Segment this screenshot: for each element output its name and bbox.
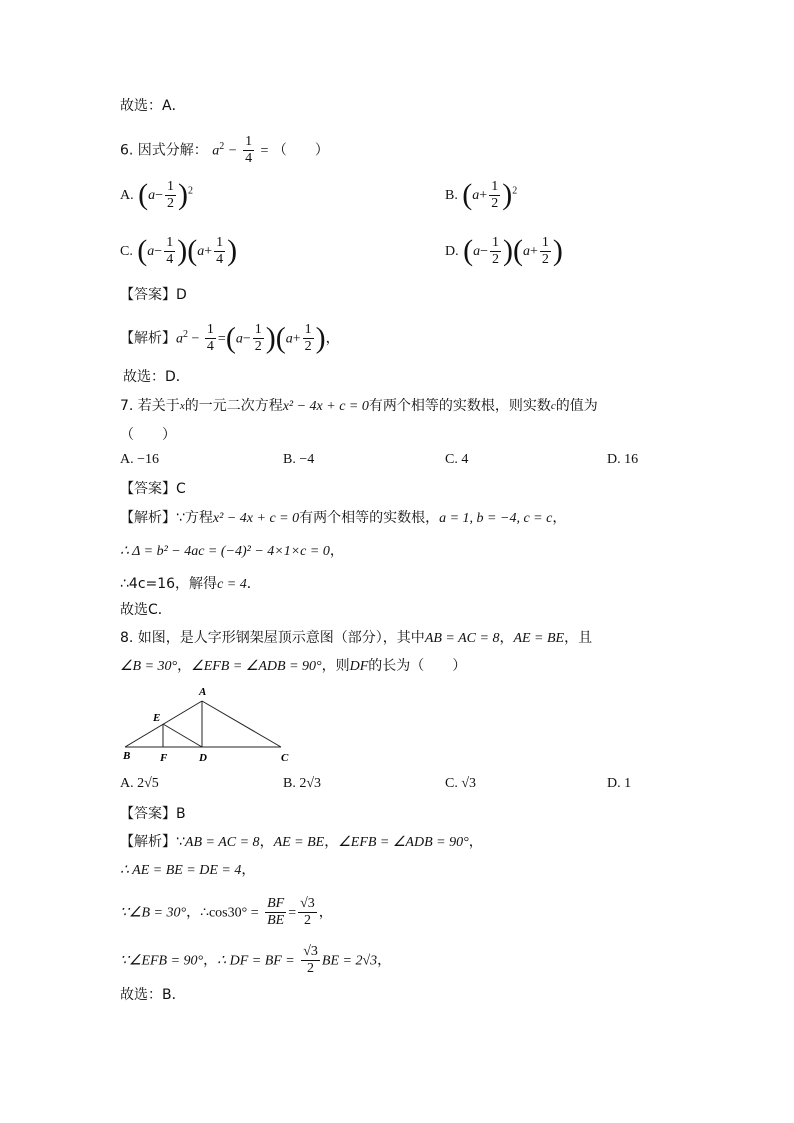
- q7-answer: 【答案】C: [120, 481, 186, 497]
- question-6: 6. 因式分解： $a^2$ − $\frac{1}{4}$ = （ ）: [120, 134, 329, 166]
- label-c: C: [281, 752, 289, 764]
- q8-analysis-1: 【解析】∵AB = AC = 8，AE = BE，∠EFB = ∠ADB = 90°，: [120, 834, 483, 850]
- q7-option-d: D. 16: [607, 452, 639, 467]
- q7-option-b: B. −4: [283, 452, 315, 467]
- q8-analysis-2: ∴ AE = BE = DE = 4，: [120, 862, 256, 878]
- q8-option-b: B. 2√3: [283, 776, 322, 791]
- q6-option-d: D. (a− $\frac{1}{2}$ )(a+ $\frac{1}{2}$ ): [445, 234, 563, 267]
- q8-option-d: D. 1: [607, 776, 632, 791]
- q6-option-a: A. (a− $\frac{1}{2}$ )$^2$: [120, 178, 193, 211]
- choose-a-text: 故选：A．: [120, 98, 186, 114]
- q8-analysis-3: ∵∠B = 30°，∴cos30° = $\frac{BF}{BE}$ = $\frac{√3}{2}$ ，: [120, 896, 333, 928]
- label-f: F: [160, 752, 168, 764]
- answer-choice-line: [120, 96, 186, 116]
- q7-analysis-3: ∴4c=16，解得c = 4．: [120, 576, 261, 592]
- roof-truss-figure: [115, 683, 295, 765]
- q6-option-b: B. (a+ $\frac{1}{2}$ )$^2$: [445, 178, 518, 211]
- choose-b: 故选：B．: [120, 987, 186, 1003]
- label-d: D: [199, 752, 207, 764]
- question-8-line1: 8. 如图，是人字形钢架屋顶示意图（部分），其中AB = AC = 8，AE = BE，且: [120, 630, 593, 646]
- q7-option-a: A. −16: [120, 452, 160, 467]
- q7-paren: （ ）: [120, 427, 176, 443]
- label-a: A: [199, 686, 207, 698]
- q6-option-c: C. (a− $\frac{1}{4}$ )(a+ $\frac{1}{4}$ ): [120, 234, 238, 267]
- label-b: B: [123, 750, 131, 762]
- choose-d: 故选：D．: [123, 369, 190, 385]
- q6-answer: 【答案】D: [120, 287, 187, 303]
- line-ed: [163, 724, 202, 747]
- q8-option-c: C. √3: [445, 776, 477, 791]
- question-8-line2: ∠B = 30°，∠EFB = ∠ADB = 90°，则DF的长为（ ）: [120, 658, 467, 674]
- line-ac: [202, 701, 281, 747]
- question-7: 7. 若关于$^x$的一元二次方程x² − 4x + c = 0有两个相等的实数根，则实数$^c$的值为: [120, 398, 598, 414]
- q6-analysis: 【解析】$a^2$ − $\frac{1}{4}$ =(a− $\frac{1}{2}$ )(a+ $\frac{1}{2}$ )，: [120, 321, 340, 355]
- q8-option-a: A. 2√5: [120, 776, 159, 791]
- label-e: E: [153, 712, 161, 724]
- choose-c: 故选C．: [120, 602, 172, 618]
- q6-text: 6. 因式分解：: [120, 142, 208, 159]
- q7-option-c: C. 4: [445, 452, 469, 467]
- q7-analysis-1: 【解析】∵方程x² − 4x + c = 0有两个相等的实数根，a = 1, b = −4, c = c，: [120, 510, 567, 526]
- q8-answer: 【答案】B: [120, 806, 186, 822]
- fraction: $\frac{1}{4}$: [245, 134, 253, 166]
- q8-analysis-4: ∵∠EFB = 90°，∴ DF = BF = $\frac{√3}{2}$ BE = 2√3，: [120, 944, 392, 976]
- q7-analysis-2: ∴ Δ = b² − 4ac = (−4)² − 4×1×c = 0，: [120, 543, 344, 559]
